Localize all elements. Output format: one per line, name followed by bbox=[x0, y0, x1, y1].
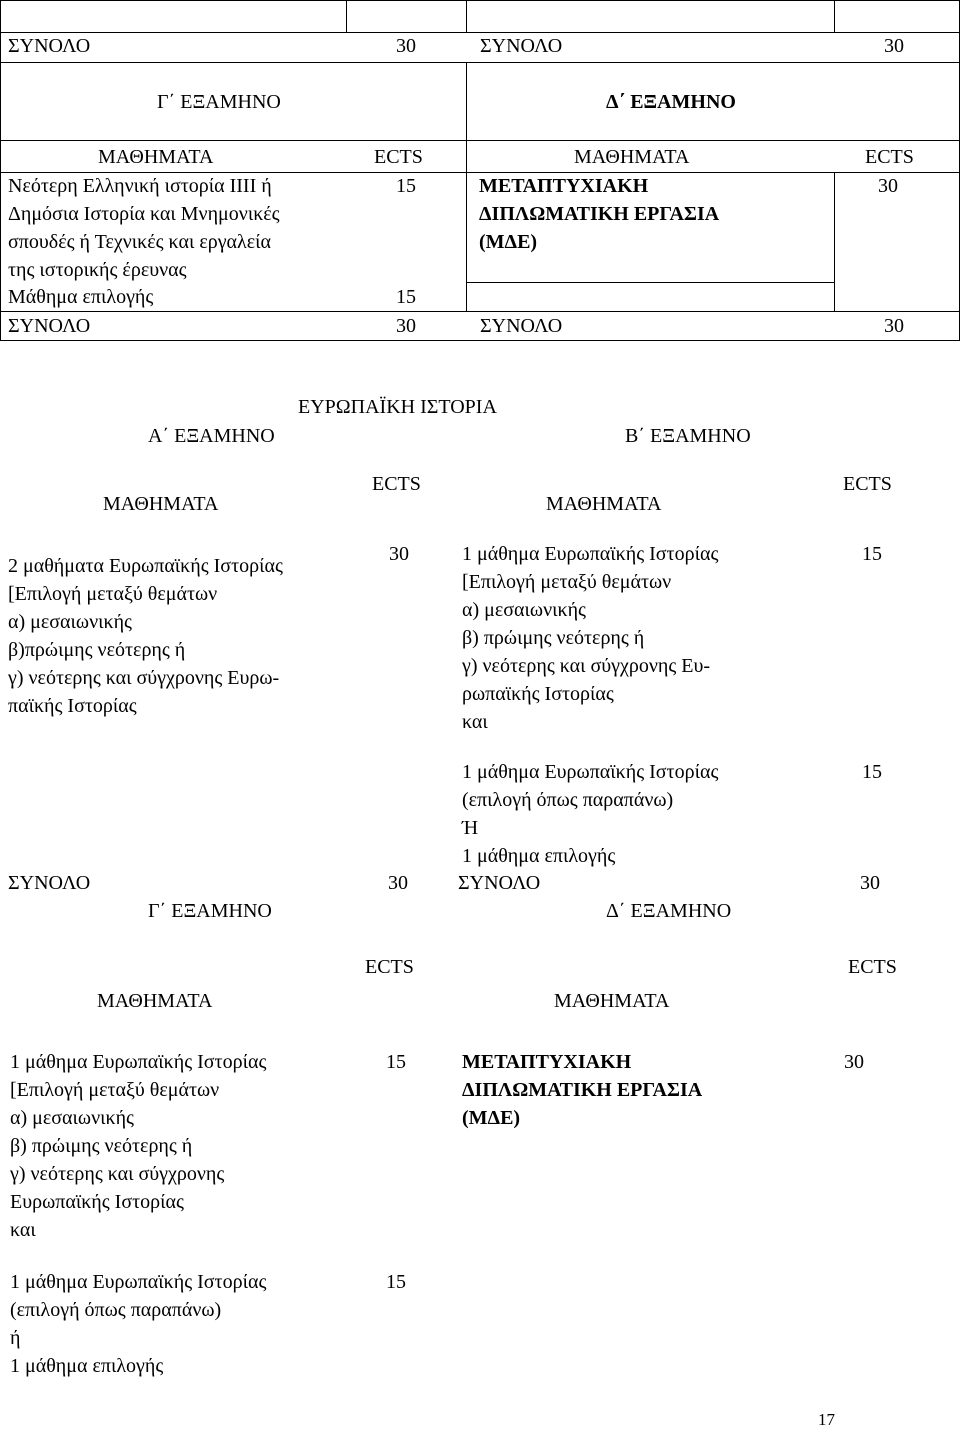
courses-header-right-2: ΜΑΘΗΜΑΤΑ bbox=[554, 990, 670, 1012]
semester-c-ects-1: 15 bbox=[386, 1051, 406, 1073]
semester-b-course-2: 1 μάθημα Ευρωπαϊκής Ιστορίας (επιλογή όπως παραπάνω) Ή 1 μάθημα επιλογής bbox=[462, 761, 719, 867]
total-right-label: ΣΥΝΟΛΟ bbox=[480, 35, 563, 57]
semester-a-heading: Α΄ ΕΞΑΜΗΝΟ bbox=[148, 425, 275, 447]
sum-left-value: 30 bbox=[388, 872, 408, 894]
courses-header-left-2: ΜΑΘΗΜΑΤΑ bbox=[97, 990, 213, 1012]
sum-left-label: ΣΥΝΟΛΟ bbox=[8, 315, 91, 337]
sum-right-value: 30 bbox=[860, 872, 880, 894]
semester-c-heading: Γ΄ ΕΞΑΜΗΝΟ bbox=[157, 91, 281, 113]
semester-c-course-2: 1 μάθημα Ευρωπαϊκής Ιστορίας (επιλογή όπως παραπάνω) ή 1 μάθημα επιλογής bbox=[10, 1271, 267, 1377]
semester-b-ects-1: 15 bbox=[862, 543, 882, 565]
semester-d-thesis-ects: 30 bbox=[844, 1051, 864, 1073]
total-left-label: ΣΥΝΟΛΟ bbox=[8, 35, 91, 57]
semester-c-heading: Γ΄ ΕΞΑΜΗΝΟ bbox=[148, 900, 272, 922]
courses-header-right: ΜΑΘΗΜΑΤΑ bbox=[546, 493, 662, 515]
ects-header-left: ECTS bbox=[372, 473, 421, 495]
page-number: 17 bbox=[818, 1410, 835, 1429]
semester-a-ects: 30 bbox=[389, 543, 409, 565]
ects-header-right: ECTS bbox=[843, 473, 892, 495]
ects-header-right: ECTS bbox=[865, 146, 914, 168]
semester-b-ects-2: 15 bbox=[862, 761, 882, 783]
courses-header-left: ΜΑΘΗΜΑΤΑ bbox=[103, 493, 219, 515]
courses-header-left: ΜΑΘΗΜΑΤΑ bbox=[98, 146, 214, 168]
section-title: ΕΥΡΩΠΑΪΚΗ ΙΣΤΟΡΙΑ bbox=[298, 396, 497, 418]
thesis-cell: ΜΕΤΑΠΤΥΧΙΑΚΗ ΔΙΠΛΩΜΑΤΙΚΗ ΕΡΓΑΣΙΑ (ΜΔΕ) bbox=[479, 175, 720, 253]
semester-c-ects-2: 15 bbox=[386, 1271, 406, 1293]
ects-cell: 15 bbox=[396, 175, 416, 197]
ects-header-right-2: ECTS bbox=[848, 956, 897, 978]
thesis-ects-cell: 30 bbox=[878, 175, 898, 197]
course-cell: Νεότερη Ελληνική ιστορία ΙΙΙΙ ή Δημόσια Ιστορία και Μνημονικές σπουδές ή Τεχνικές και εργαλεία της ιστορικής έρευνας bbox=[8, 175, 280, 281]
sum-right-label: ΣΥΝΟΛΟ bbox=[458, 872, 541, 894]
elective-course-cell: Μάθημα επιλογής bbox=[8, 286, 154, 308]
semester-d-heading: Δ΄ ΕΞΑΜΗΝΟ bbox=[606, 91, 736, 113]
semester-a-course: 2 μαθήματα Ευρωπαϊκής Ιστορίας [Επιλογή μεταξύ θεμάτων α) μεσαιωνικής β)πρώιμης νεότερης ή γ) νεότερης και σύγχρονης Ευρω- παϊκής Ιστορίας bbox=[8, 555, 283, 717]
sum-right-label: ΣΥΝΟΛΟ bbox=[480, 315, 563, 337]
sum-left-value: 30 bbox=[396, 315, 416, 337]
courses-header-right: ΜΑΘΗΜΑΤΑ bbox=[574, 146, 690, 168]
sum-left-label: ΣΥΝΟΛΟ bbox=[8, 872, 91, 894]
total-left-value: 30 bbox=[396, 35, 416, 57]
ects-header-left: ECTS bbox=[374, 146, 423, 168]
semester-d-thesis: ΜΕΤΑΠΤΥΧΙΑΚΗ ΔΙΠΛΩΜΑΤΙΚΗ ΕΡΓΑΣΙΑ (ΜΔΕ) bbox=[462, 1051, 703, 1129]
semester-b-heading: Β΄ ΕΞΑΜΗΝΟ bbox=[625, 425, 751, 447]
semester-b-course-1: 1 μάθημα Ευρωπαϊκής Ιστορίας [Επιλογή μεταξύ θεμάτων α) μεσαιωνικής β) πρώιμης νεότερης ή γ) νεότερης και σύγχρονης Ευ- ρωπαϊκής Ιστορίας και bbox=[462, 543, 719, 733]
semester-d-heading: Δ΄ ΕΞΑΜΗΝΟ bbox=[606, 900, 732, 922]
sum-right-value: 30 bbox=[884, 315, 904, 337]
ects-header-left-2: ECTS bbox=[365, 956, 414, 978]
semester-c-course-1: 1 μάθημα Ευρωπαϊκής Ιστορίας [Επιλογή μεταξύ θεμάτων α) μεσαιωνικής β) πρώιμης νεότερης ή γ) νεότερης και σύγχρονης Ευρωπαϊκής Ιστορίας και bbox=[10, 1051, 267, 1241]
total-right-value: 30 bbox=[884, 35, 904, 57]
elective-ects-cell: 15 bbox=[396, 286, 416, 308]
